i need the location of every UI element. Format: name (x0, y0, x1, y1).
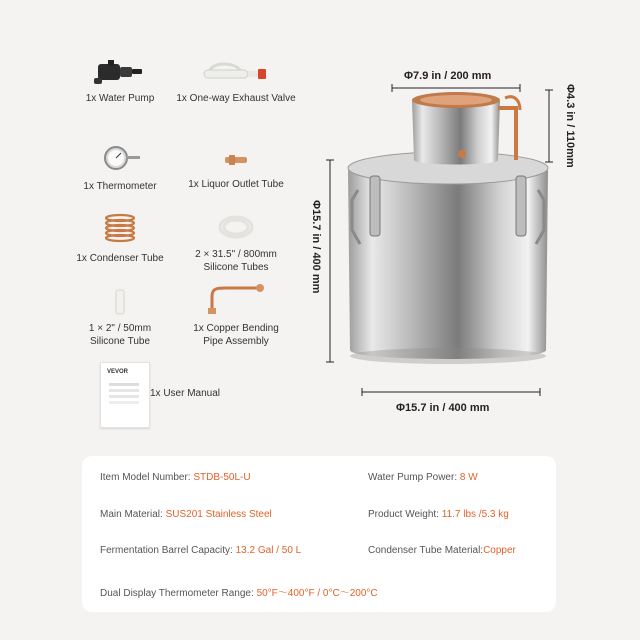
spec-capacity (100, 545, 301, 556)
spec-value: 11.7 lbs /5.3 kg (441, 509, 509, 520)
spec-value: STDB-50L-U (193, 472, 251, 483)
dimension-body-height: Φ15.7 in / 400 mm (310, 200, 322, 294)
spec-card (82, 456, 556, 612)
dimension-top-height: Φ4.3 in / 110mm (564, 84, 576, 168)
spec-condenser (368, 545, 516, 556)
spec-material (100, 509, 272, 520)
spec-water-pump (368, 472, 478, 483)
accessory-label: 1x One-way Exhaust Valve (176, 93, 296, 104)
dimension-body-width: Φ15.7 in / 400 mm (396, 402, 490, 414)
spec-label: Dual Display Thermometer Range: (100, 588, 257, 599)
spec-model (100, 472, 251, 483)
accessory-label: 2 × 31.5" / 800mm (195, 249, 277, 260)
accessory-label: 1 × 2" / 50mm (88, 323, 152, 334)
spec-weight (368, 509, 509, 520)
accessory-label: 1x Liquor Outlet Tube (188, 179, 284, 190)
spec-value: SUS201 Stainless Steel (165, 509, 272, 520)
manual-brand: VEVOR (107, 369, 129, 375)
accessory-label: Silicone Tube (89, 336, 151, 347)
accessory-label: Pipe Assembly (203, 336, 269, 347)
spec-value: Copper (483, 545, 516, 556)
spec-label: Item Model Number: (100, 472, 194, 483)
spec-value: 50°F～400°F / 0°C～200°C (256, 588, 378, 599)
spec-label: Main Material: (100, 509, 166, 520)
accessory-label: 1x User Manual (150, 388, 221, 399)
accessory-label: 1x Copper Bending (193, 323, 279, 334)
dimension-top-width: Φ7.9 in / 200 mm (404, 70, 492, 82)
spec-label: Water Pump Power: (368, 472, 460, 483)
spec-label: Product Weight: (368, 509, 442, 520)
spec-label: Condenser Tube Material: (368, 545, 484, 556)
accessory-label: 1x Thermometer (83, 181, 157, 192)
spec-value: 13.2 Gal / 50 L (235, 545, 302, 556)
accessory-label: Silicone Tubes (203, 262, 269, 273)
spec-thermometer (100, 584, 378, 599)
spec-label: Fermentation Barrel Capacity: (100, 545, 236, 556)
accessory-label: 1x Condenser Tube (76, 253, 164, 264)
accessory-label: 1x Water Pump (85, 93, 155, 104)
spec-value: 8 W (459, 472, 478, 483)
